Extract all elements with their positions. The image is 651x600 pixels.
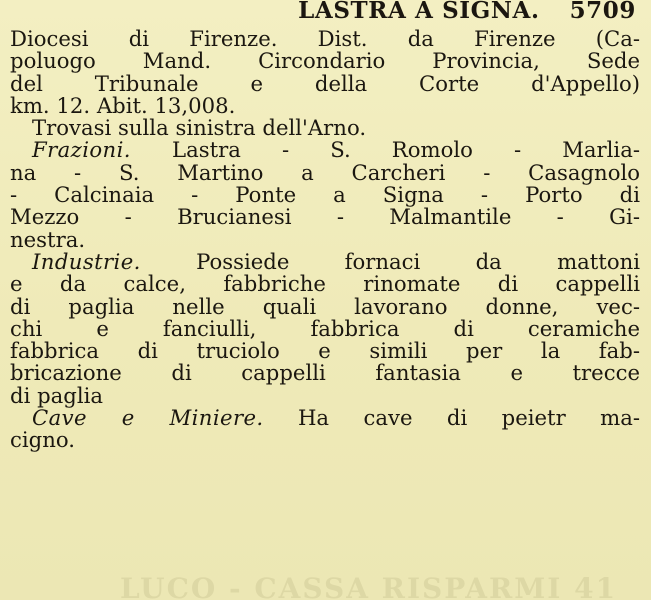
cave-line: cigno. [10, 427, 75, 453]
frazioni-text: Lastra - S. Romolo - Marlia- [130, 137, 640, 163]
frazioni-line: - Calcinaia - Ponte a Signa - Porto di [10, 182, 640, 208]
frazioni-line: nestra. [10, 226, 86, 252]
industrie-line: di paglia [10, 382, 104, 408]
frazioni-first-line [10, 139, 640, 161]
frazioni-label: Frazioni. [32, 137, 131, 163]
location-line: Trovasi sulla sinistra dell'Arno. [32, 115, 367, 141]
frazioni-line: Mezzo - Brucianesi - Malmantile - Gi- [10, 204, 640, 230]
cave-first-line [10, 407, 640, 429]
entry-number: 5709 [569, 0, 636, 24]
gazetteer-entry [10, 0, 640, 452]
intro-line: poluogo Mand. Circondario Provincia, Sede [10, 48, 640, 74]
cave-label: Cave e Miniere. [32, 405, 264, 431]
intro-line: del Tribunale e della Corte d'Appello) [10, 70, 640, 96]
frazioni-line: na - S. Martino a Carcheri - Casagnolo [10, 159, 640, 185]
industrie-label: Industrie. [32, 248, 141, 274]
industrie-line: e da calce, fabbriche rinomate di cappelli [10, 271, 640, 297]
entry-title: LASTRA A SIGNA. [298, 0, 540, 24]
industrie-first-line [10, 248, 640, 274]
industrie-line: fabbrica di truciolo e simili per la fab- [10, 338, 640, 364]
cave-text: Ha cave di peietr ma- [263, 405, 640, 431]
entry-heading [10, 0, 640, 28]
intro-line: Diocesi di Firenze. Dist. da Firenze (Ca- [10, 26, 640, 51]
industrie-line: chi e fanciulli, fabbrica di ceramiche [10, 315, 640, 341]
industrie-line: bricazione di cappelli fantasia e trecce [10, 360, 640, 386]
bleed-through-text: LUCO - CASSA RISPARMI 41 [120, 572, 618, 600]
intro-line: km. 12. Abit. 13,008. [10, 92, 236, 118]
industrie-text: Possiede fornaci da mattoni [140, 248, 640, 274]
industrie-line: di paglia nelle quali lavorano donne, vec- [10, 293, 640, 319]
